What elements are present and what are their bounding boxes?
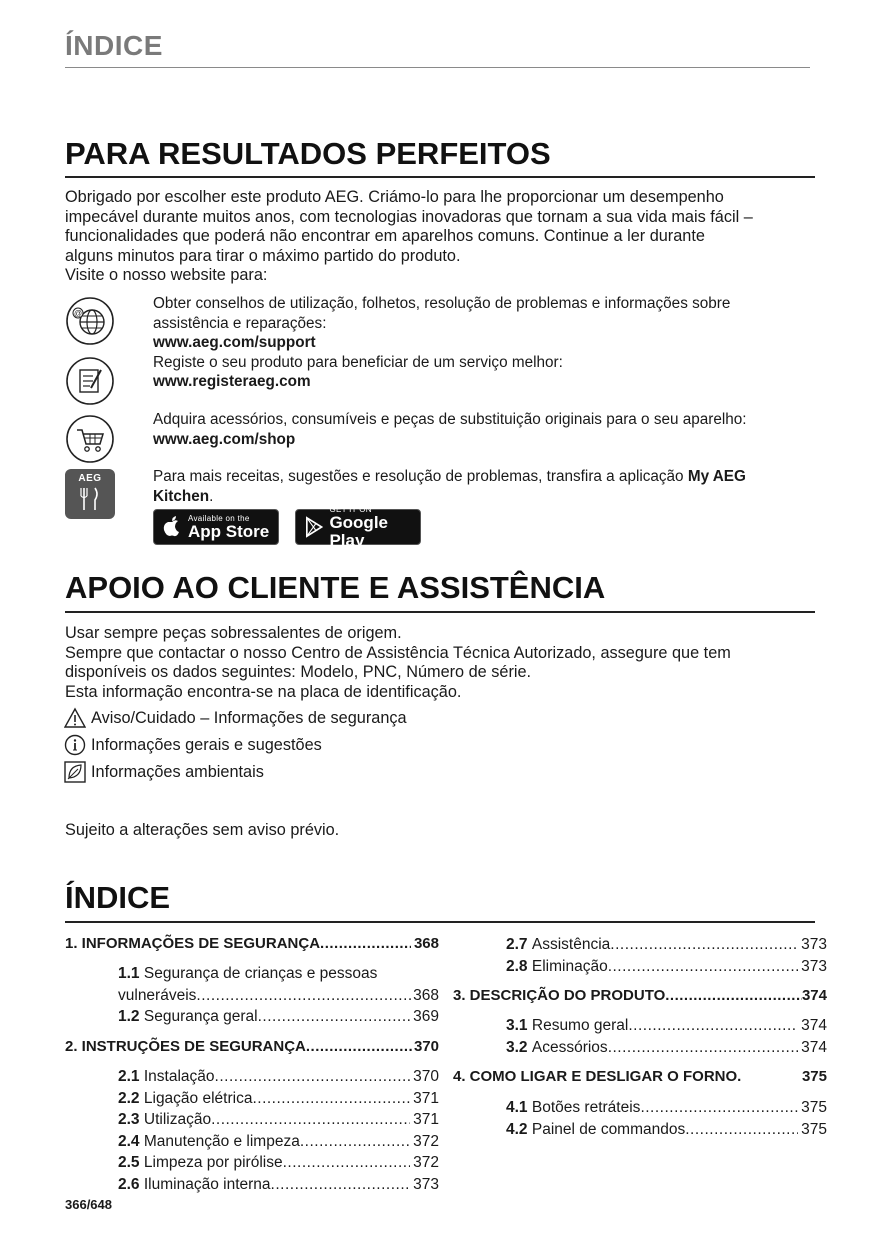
toc-item-3-1[interactable] <box>506 1015 827 1037</box>
toc-chapter-1[interactable] <box>65 935 439 952</box>
section-title-resultados: PARA RESULTADOS PERFEITOS <box>65 136 551 171</box>
intro-line: impecável durante muitos anos, com tecnologias inovadoras que tornam a sua vida mais fácil – <box>65 207 753 226</box>
intro-line: Obrigado por escolher este produto AEG. Criámo-lo para lhe proporcionar um desempenho <box>65 188 724 206</box>
leaf-icon <box>64 761 86 783</box>
toc-page: 368 <box>413 935 439 952</box>
toc-num: 4.2 <box>506 1120 528 1138</box>
section-title-indice: ÍNDICE <box>65 880 171 915</box>
toc-page: 373 <box>801 957 827 975</box>
toc-label: Botões retráteis <box>531 1099 641 1116</box>
section-title-apoio: APOIO AO CLIENTE E ASSISTÊNCIA <box>65 570 606 605</box>
toc-item-3-2[interactable] <box>506 1037 827 1059</box>
toc-page: 371 <box>413 1111 439 1128</box>
toc-page: 373 <box>801 936 827 953</box>
intro-line: funcionalidades que poderá não encontrar em aparelhos comuns. Continue a ler durante <box>65 227 705 246</box>
toc-page: 368 <box>413 986 439 1004</box>
toc-num: 2.6 <box>118 1175 140 1193</box>
toc-label: Segurança geral <box>143 1008 258 1025</box>
legend-text: Informações gerais e sugestões <box>91 735 322 754</box>
google-play-badge[interactable] <box>295 504 421 550</box>
toc-label: Segurança de crianças e pessoas <box>143 965 378 982</box>
app-period: . <box>209 487 214 505</box>
toc-item-2-1[interactable] <box>118 1066 439 1088</box>
toc-num: 2.7 <box>506 936 528 953</box>
support-line: Sempre que contactar o nosso Centro de Assistência Técnica Autorizado, assegure que tem <box>65 643 731 662</box>
legend-warning <box>64 707 407 729</box>
toc-page: 374 <box>801 987 827 1004</box>
header-divider <box>65 67 810 68</box>
toc-num: 3.2 <box>506 1038 528 1056</box>
svg-text:@: @ <box>73 309 83 318</box>
app-info <box>153 467 823 506</box>
apple-icon <box>163 516 181 538</box>
fork-knife-icon <box>78 486 102 512</box>
toc-item-4-1[interactable] <box>506 1097 827 1119</box>
toc-page: 375 <box>801 1099 827 1116</box>
toc-page: 373 <box>413 1175 439 1193</box>
toc-page: 372 <box>413 1132 439 1150</box>
toc-label: Utilização <box>143 1111 212 1128</box>
toc-label: Instalação <box>143 1068 215 1085</box>
toc-num: 2.3 <box>118 1111 140 1128</box>
shopping-cart-icon <box>65 414 115 464</box>
toc-page: 374 <box>801 1038 827 1056</box>
toc-item-4-2[interactable] <box>506 1119 827 1141</box>
toc-label: Resumo geral <box>531 1017 629 1034</box>
toc-chapter-label: 1. INFORMAÇÕES DE SEGURANÇA <box>65 935 321 952</box>
toc-page: 369 <box>413 1008 439 1025</box>
toc-num: 1.2 <box>118 1008 140 1025</box>
toc-num: 3.1 <box>506 1017 528 1034</box>
toc-item-2-2[interactable] <box>118 1088 439 1110</box>
support-line: Esta informação encontra-se na placa de identificação. <box>65 682 462 701</box>
page-number: 366/648 <box>65 1197 112 1212</box>
toc-num: 4.1 <box>506 1099 528 1116</box>
info-icon <box>64 734 86 756</box>
legend-environment <box>64 761 264 783</box>
toc-page: 371 <box>413 1089 439 1107</box>
toc-chapter-3[interactable] <box>453 987 827 1004</box>
toc-page: 375 <box>801 1068 827 1085</box>
app-name: My AEG <box>687 468 746 485</box>
toc-label: Painel de commandos <box>531 1120 686 1138</box>
section-divider <box>65 921 815 923</box>
toc-item-2-6[interactable] <box>118 1174 439 1196</box>
legend-text: Aviso/Cuidado – Informações de segurança <box>91 708 407 727</box>
toc-item-1-1[interactable] <box>118 963 439 1006</box>
support-line: disponíveis os dados seguintes: Modelo, PNC, Número de série. <box>65 663 532 682</box>
intro-line: Visite o nosso website para: <box>65 266 268 285</box>
toc-page: 370 <box>413 1068 439 1085</box>
toc-item-2-7[interactable] <box>506 934 827 956</box>
legend-info <box>64 734 322 756</box>
toc-item-2-5[interactable] <box>118 1152 439 1174</box>
app-text: Para mais receitas, sugestões e resolução de problemas, transfira a aplicação <box>153 468 688 485</box>
toc-num: 2.1 <box>118 1068 140 1085</box>
section-divider <box>65 176 815 178</box>
support-text: assistência e reparações: <box>153 314 327 332</box>
google-play-big-text: Google Play <box>329 512 388 550</box>
running-header-title: ÍNDICE <box>65 30 163 61</box>
change-notice: Sujeito a alterações sem aviso prévio. <box>65 821 340 839</box>
toc-num: 2.8 <box>506 957 528 975</box>
support-text: Obter conselhos de utilização, folhetos, resolução de problemas e informações sobre <box>153 295 731 312</box>
support-link[interactable]: www.aeg.com/support <box>153 334 316 351</box>
toc-label: Acessórios <box>531 1038 608 1056</box>
support-line: Usar sempre peças sobressalentes de origem. <box>65 624 402 642</box>
section-divider <box>65 611 815 613</box>
register-form-icon <box>65 356 115 406</box>
register-text: Registe o seu produto para beneficiar de um serviço melhor: <box>153 353 563 371</box>
toc-label: Iluminação interna <box>143 1175 271 1193</box>
toc-chapter-2[interactable] <box>65 1038 439 1055</box>
app-store-big-text: App Store <box>188 521 270 541</box>
shop-text: Adquira acessórios, consumíveis e peças de substituição originais para o seu aparelho: <box>153 411 747 428</box>
register-link[interactable]: www.registeraeg.com <box>153 373 311 390</box>
shop-info <box>153 410 823 449</box>
toc-chapter-label: 4. COMO LIGAR E DESLIGAR O FORNO. <box>453 1068 742 1085</box>
aeg-logo-label: AEG <box>78 473 102 484</box>
globe-web-icon <box>65 296 115 346</box>
toc-item-2-8[interactable] <box>506 956 827 978</box>
toc-chapter-label: 2. INSTRUÇÕES DE SEGURANÇA <box>65 1038 306 1055</box>
toc-chapter-label: 3. DESCRIÇÃO DO PRODUTO <box>453 987 666 1004</box>
toc-label: Eliminação <box>531 957 608 975</box>
toc-num: 1.1 <box>118 965 140 982</box>
toc-page: 375 <box>801 1120 827 1138</box>
toc-page: 370 <box>413 1038 439 1055</box>
toc-label: Assistência <box>531 936 611 953</box>
toc-chapter-4[interactable] <box>453 1068 827 1085</box>
toc-page: 372 <box>413 1154 439 1171</box>
toc-num: 2.2 <box>118 1089 140 1107</box>
toc-label: Limpeza por pirólise <box>143 1154 283 1171</box>
toc-item-2-4[interactable] <box>118 1131 439 1153</box>
legend-text: Informações ambientais <box>91 762 264 781</box>
toc-item-2-3[interactable] <box>118 1109 439 1131</box>
customer-support-paragraph <box>65 624 825 702</box>
intro-paragraph <box>65 188 825 286</box>
toc-label: Manutenção e limpeza <box>143 1132 300 1150</box>
app-store-badge[interactable] <box>153 509 279 545</box>
toc-num: 2.4 <box>118 1132 140 1150</box>
aeg-app-icon <box>65 469 115 519</box>
warning-icon <box>64 707 86 729</box>
app-name: Kitchen <box>153 487 210 505</box>
support-info <box>153 294 823 392</box>
toc-item-1-2[interactable] <box>118 1006 439 1028</box>
toc-label: Ligação elétrica <box>143 1089 253 1107</box>
app-store-small-text: Available on the <box>188 513 250 523</box>
toc-page: 374 <box>801 1017 827 1034</box>
google-play-small-text: GET IT ON <box>329 504 372 514</box>
toc-num: 2.5 <box>118 1154 140 1171</box>
shop-link[interactable]: www.aeg.com/shop <box>153 430 296 448</box>
intro-line: alguns minutos para tirar o máximo partido do produto. <box>65 246 461 265</box>
toc-label: vulneráveis <box>118 986 197 1004</box>
play-store-icon <box>305 516 323 538</box>
